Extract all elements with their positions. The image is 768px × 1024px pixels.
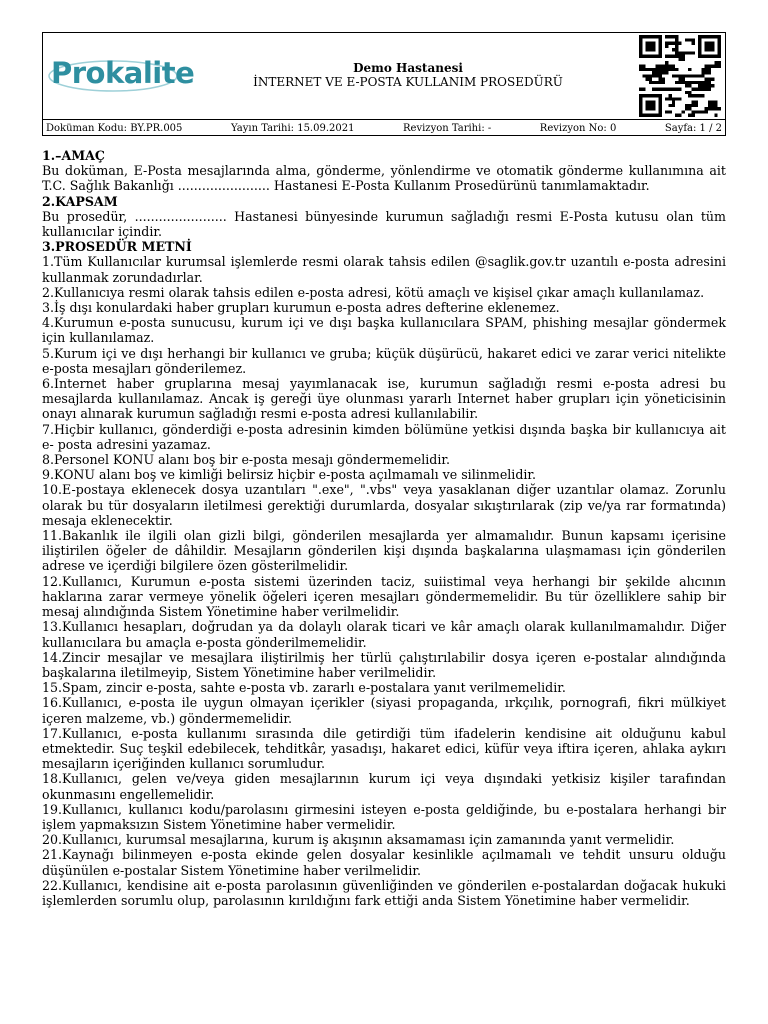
section-heading: 1.–AMAÇ xyxy=(42,148,105,163)
body-paragraph: 17.Kullanıcı, e-posta kullanımı sırasında dile getirdiği tüm ifadelerin kendisine ait olduğunu kabul etmektedir. Suç teşkil edebilecek, tehditkâr, yasadışı, hakaret edici, küfür veya iftira içeren, ahlaka aykırı mesajların içeriğinden kullanıcı sorumludur. xyxy=(42,725,726,772)
section-heading: 3.PROSEDÜR METNİ xyxy=(42,239,192,255)
body-paragraph: 13.Kullanıcı hesapları, doğrudan ya da dolaylı olarak ticari ve kâr amaçlı olarak kullanılmamalıdır. Diğer kullanıcılara bu amaçla e-posta gönderilmemelidir. xyxy=(42,619,726,650)
body-paragraph: 22.Kullanıcı, kendisine ait e-posta parolasının güvenliğinden ve gönderilen e-postalardan doğacak hukuki işlemlerden sorumlu olup, parolasının kırıldığını fark ettiği anda Sistem Yönetimine haber vermelidir. xyxy=(42,877,726,908)
body-paragraph: 21.Kaynağı bilinmeyen e-posta ekinde gelen dosyalar kesinlikle açılmamalı ve tehdit unsuru olduğu düşünülen e-postalar Sistem Yönetimine haber verilmelidir. xyxy=(42,847,726,878)
body-paragraph: 7.Hiçbir kullanıcı, gönderdiği e-posta adresinin kimden bölümüne yetkisi dışında başka bir kullanıcıya ait e- posta adresini yazamaz. xyxy=(42,421,726,452)
body-paragraph: 5.Kurum içi ve dışı herhangi bir kullanıcı ve gruba; küçük düşürücü, hakaret edici ve zarar verici nitelikte e-posta mesajları gönderilemez. xyxy=(42,345,726,376)
body-paragraph: 18.Kullanıcı, gelen ve/veya giden mesajlarının kurum içi veya dışındaki yetkisiz kişiler tarafından okunmasını engellemelidir. xyxy=(42,771,726,802)
body-paragraph: 14.Zincir mesajlar ve mesajlara iliştirilmiş her türlü çalıştırılabilir dosya içeren e-postalar alındığında başkalarına iletilmeyip, Sistem Yönetimine haber verilmelidir. xyxy=(42,649,726,680)
body-paragraph: Bu doküman, E-Posta mesajlarında alma, gönderme, yönlendirme ve otomatik gönderme kullanımına ait T.C. Sağlık Bakanlığı ....................... Hastanesi E-Posta Kullanım Prosedürünü tanımlamaktadır. xyxy=(42,163,726,194)
qr-code-icon xyxy=(639,35,721,117)
rev-no: Revizyon No: 0 xyxy=(539,123,617,134)
body-paragraph: 10.E-postaya eklenecek dosya uzantıları ".exe", ".vbs" veya yasaklanan diğer uzantılar olamaz. Zorunlu olarak bu tür dosyaların iletilmesi gerektiği durumlarda, dosyalar sıkıştırılarak (zip ve/ya rar formatında) mesaja eklenecektir. xyxy=(42,482,726,528)
body-paragraph: 1.Tüm Kullanıcılar kurumsal işlemlerde resmi olarak tahsis edilen @saglik.gov.tr uzantılı e-posta adresini kullanmak zorundadırlar. xyxy=(42,254,726,285)
body-paragraph: 12.Kullanıcı, Kurumun e-posta sistemi üzerinden taciz, suiistimal veya herhangi bir şekilde alıcının haklarına zarar vermeye yönelik öğeleri içeren mesajları göndermemelidir. Bu tür özelliklere sahip bir mesaj alındığında Sistem Yönetimine haber verilmelidir. xyxy=(42,573,726,620)
body-paragraph: 20.Kullanıcı, kurumsal mesajlarına, kurum iş akışının aksamaması için zamanında yanıt vermelidir. xyxy=(42,832,675,848)
logo-text: Prokalite xyxy=(51,56,195,90)
body-paragraph: 11.Bakanlık ile ilgili olan gizli bilgi, gönderilen mesajlarda yer almamalıdır. Bunun kapsamı içerisine iliştirilen öğeler de dâhildir. Mesajların gönderilen kişi dışında başkalarına ulaşmaması için gönderilen adrese ve içerdiği bilgilere özen gösterilmelidir. xyxy=(42,528,726,574)
header-meta-row xyxy=(43,119,725,136)
doc-code: Doküman Kodu: BY.PR.005 xyxy=(46,123,183,134)
doc-title: İNTERNET VE E-POSTA KULLANIM PROSEDÜRÜ xyxy=(253,75,563,89)
page-number: Sayfa: 1 / 2 xyxy=(664,123,722,134)
body-paragraph: Bu prosedür, ....................... Hastanesi bünyesinde kurumun sağladığı resmi E-Posta kutusu olan tüm kullanıcılar içindir. xyxy=(42,208,726,240)
document-body xyxy=(42,148,726,908)
body-paragraph: 4.Kurumun e-posta sunucusu, kurum içi ve dışı başka kullanıcılara SPAM, phishing mesajlar göndermek için kullanılamaz. xyxy=(42,315,726,346)
body-paragraph: 8.Personel KONU alanı boş bir e-posta mesajı göndermemelidir. xyxy=(42,452,451,468)
body-paragraph: 15.Spam, zincir e-posta, sahte e-posta vb. zararlı e-postalara yanıt verilmemelidir. xyxy=(42,680,566,696)
body-paragraph: 19.Kullanıcı, kullanıcı kodu/parolasını girmesini isteyen e-posta geldiğinde, bu e-postalara herhangi bir işlem yapmaksızın Sistem Yönetimine haber vermelidir. xyxy=(42,801,726,832)
document-header xyxy=(42,32,726,136)
section-heading: 2.KAPSAM xyxy=(42,193,118,209)
body-paragraph: 9.KONU alanı boş ve kimliği belirsiz hiçbir e-posta açılmamalı ve silinmelidir. xyxy=(42,467,537,483)
rev-date: Revizyon Tarihi: - xyxy=(403,123,492,134)
body-paragraph: 3.İş dışı konulardaki haber grupları kurumun e-posta adres defterine eklenemez. xyxy=(42,300,560,316)
pub-date: Yayın Tarihi: 15.09.2021 xyxy=(230,123,355,134)
prokalite-logo xyxy=(47,55,195,95)
header-top-row xyxy=(43,33,725,119)
body-paragraph: 2.Kullanıcıya resmi olarak tahsis edilen e-posta adresi, kötü amaçlı ve kişisel çıkar amaçlı kullanılamaz. xyxy=(42,284,705,300)
body-paragraph: 16.Kullanıcı, e-posta ile uygun olmayan içerikler (siyasi propaganda, ırkçılık, pornografi, fikri mülkiyet içeren malzeme, vb.) göndermemelidir. xyxy=(42,695,726,726)
org-name: Demo Hastanesi xyxy=(353,61,463,75)
header-title-block xyxy=(183,61,633,89)
body-paragraph: 6.Internet haber gruplarına mesaj yayımlanacak ise, kurumun sağladığı resmi e-posta adresi bu mesajlarda kullanılamaz. Ancak iş gereği üye olunması yararlı Internet haber grupları için yöneticisinin onayı alınarak kurumun sağladığı resmi e-posta adresi kullanılabilir. xyxy=(42,376,726,422)
